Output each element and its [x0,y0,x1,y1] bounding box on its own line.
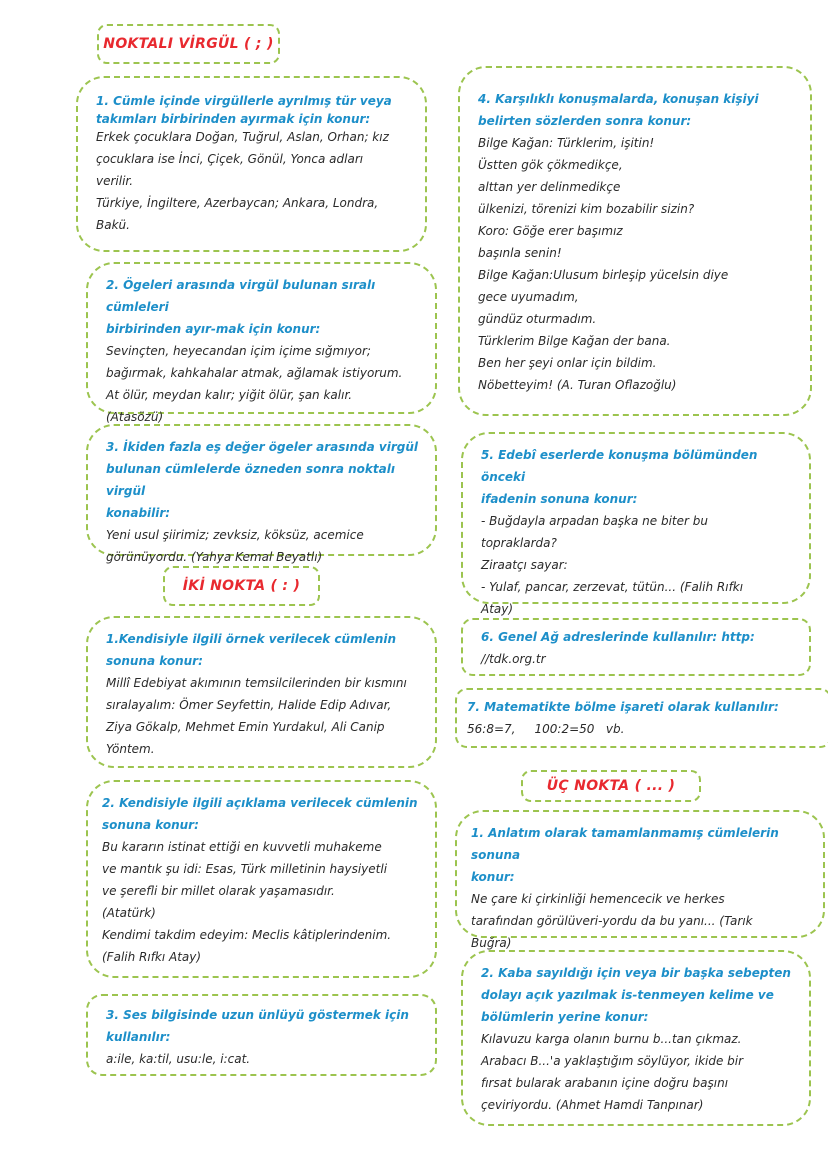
title-noktali-virgul: NOKTALI VİRGÜL ( ; ) [97,24,280,64]
rule-heading: sonuna konur: [102,818,199,832]
rule-text: Sevinçten, heyecandan içim içime sığmıyor; [106,344,371,358]
rule-heading: 3. Ses bilgisinde uzun ünlüyü göstermek için [106,1008,409,1022]
title-uc-nokta: ÜÇ NOKTA ( ... ) [521,770,701,802]
rule-text: görünüyordu. (Yahya Kemal Beyatlı) [106,550,323,564]
rule-text: Kendimi takdim edeyim: Meclis kâtiplerindenim. [102,928,392,942]
rule-text: tarafından görülüveri-yordu da bu yanı... (Tarık [471,914,753,928]
title-iki-nokta: İKİ NOKTA ( : ) [163,566,320,606]
rule-text: çeviriyordu. (Ahmet Hamdi Tanpınar) [481,1098,704,1112]
rule-heading: konur: [471,870,515,884]
rule-heading: 1. Anlatım olarak tamamlanmamış cümlelerin sonuna [471,826,779,862]
rule-text: a:ile, ka:til, usu:le, i:cat. [106,1052,251,1066]
rule-text: Üstten gök çökmedikçe, [478,158,623,172]
rule-text: Bilge Kağan: Türklerim, işitin! [478,136,655,150]
rule-text: (Atatürk) [102,906,156,920]
rule-heading: 1.Kendisiyle ilgili örnek verilecek cümlenin [106,632,397,646]
rule-text: Ziya Gökalp, Mehmet Emin Yurdakul, Ali Canip [106,720,385,734]
rule-text: At ölür, meydan kalır; yiğit ölür, şan kalır. [106,388,353,402]
rule-heading: 1. Cümle içinde virgüllerle ayrılmış tür veya [96,94,392,108]
rule-text: Atay) [481,602,514,616]
rule-heading: 2. Kendisiyle ilgili açıklama verilecek cümlenin [102,796,418,810]
rule-text: sıralayalım: Ömer Seyfettin, Halide Edip Adıvar, [106,698,392,712]
rule-text: //tdk.org.tr [481,652,546,666]
rule-text: Ziraatçı sayar: [481,558,568,572]
rule-text: (Atasözü) [106,410,164,424]
rule-heading: konabilir: [106,506,171,520]
rule-text: gündüz oturmadım. [478,312,597,326]
rule-box [458,66,812,416]
rule-text: (Falih Rıfkı Atay) [102,950,202,964]
rule-text: Ben her şeyi onlar için bildim. [478,356,657,370]
rule-text: verilir. [96,174,134,188]
rule-heading: ifadenin sonuna konur: [481,492,638,506]
rule-text: çocuklara ise İnci, Çiçek, Gönül, Yonca adları [96,152,364,166]
rule-box [76,76,427,252]
rule-box [86,424,437,564]
rule-text: 56:8=7, 100:2=50 vb. [467,722,625,736]
rule-text: - Yulaf, pancar, zerzevat, tütün... (Falih Rıfkı [481,580,744,594]
rule-text: ülkenizi, törenizi kim bozabilir sizin? [478,202,695,216]
rule-heading: belirten sözlerden sonra konur: [478,114,692,128]
rule-heading: 7. Matematikte bölme işareti olarak kullanılır: [467,700,779,714]
rule-text: Buğra) [471,936,512,950]
rule-text: fırsat bularak arabanın içine doğru başını [481,1076,729,1090]
rule-box [455,688,828,748]
rule-text: Ne çare ki çirkinliği hemencecik ve herkes [471,892,725,906]
rule-heading: bölümlerin yerine konur: [481,1010,649,1024]
rule-box [461,950,811,1126]
rule-text: Kılavuzu karga olanın burnu b...tan çıkmaz. [481,1032,742,1046]
rule-heading: 6. Genel Ağ adreslerinde kullanılır: http: [481,630,755,644]
rule-text: Bakü. [96,218,130,232]
rule-heading: 4. Karşılıklı konuşmalarda, konuşan kişiyi [478,92,759,106]
rule-heading: sonuna konur: [106,654,203,668]
rule-box [455,810,825,950]
rule-heading: 2. Kaba sayıldığı için veya bir başka sebepten [481,966,791,980]
rule-heading: takımları birbirinden ayırmak için konur: [96,112,371,126]
rule-heading: 5. Edebî eserlerde konuşma bölümünden önceki [481,448,758,484]
rule-heading: bulunan cümlelerde özneden sonra noktalı virgül [106,462,395,498]
rule-text: alttan yer delinmedikçe [478,180,621,194]
rule-text: başınla senin! [478,246,562,260]
rule-text: ve mantık şu idi: Esas, Türk milletinin haysiyetli [102,862,388,876]
rule-text: Bu kararın istinat ettiği en kuvvetli muhakeme [102,840,382,854]
rule-text: ve şerefli bir millet olarak yaşamasıdır. [102,884,335,898]
rule-text: Millî Edebiyat akımının temsilcilerinden bir kısmını [106,676,407,690]
rule-box [86,994,437,1076]
rule-text: Arabacı B...'a yaklaştığım söylüyor, ikide bir [481,1054,744,1068]
rule-text: Türklerim Bilge Kağan der bana. [478,334,671,348]
rule-box [86,616,437,768]
rule-text: Yeni usul şiirimiz; zevksiz, köksüz, acemice [106,528,364,542]
rule-text: gece uyumadım, [478,290,579,304]
rule-box [86,780,437,978]
rule-box [461,618,811,676]
rule-text: Erkek çocuklara Doğan, Tuğrul, Aslan, Orhan; kız [96,130,389,144]
rule-text: bağırmak, kahkahalar atmak, ağlamak istiyorum. [106,366,403,380]
rule-heading: 2. Ögeleri arasında virgül bulunan sıralı cümleleri [106,278,376,314]
rule-box [86,262,437,424]
rule-text: Bilge Kağan:Ulusum birleşip yücelsin diye [478,268,729,282]
rule-heading: 3. İkiden fazla eş değer ögeler arasında virgül [106,440,418,454]
rule-heading: dolayı açık yazılmak is-tenmeyen kelime ve [481,988,774,1002]
rule-text: Koro: Göğe erer başımız [478,224,623,238]
rule-text: Yöntem. [106,742,155,756]
rule-box [461,432,811,616]
rule-heading: kullanılır: [106,1030,171,1044]
rule-text: Nöbetteyim! (A. Turan Oflazoğlu) [478,378,677,392]
rule-text: topraklarda? [481,536,557,550]
rule-heading: birbirinden ayır-mak için konur: [106,322,321,336]
rule-text: - Buğdayla arpadan başka ne biter bu [481,514,708,528]
rule-text: Türkiye, İngiltere, Azerbaycan; Ankara, Londra, [96,196,379,210]
